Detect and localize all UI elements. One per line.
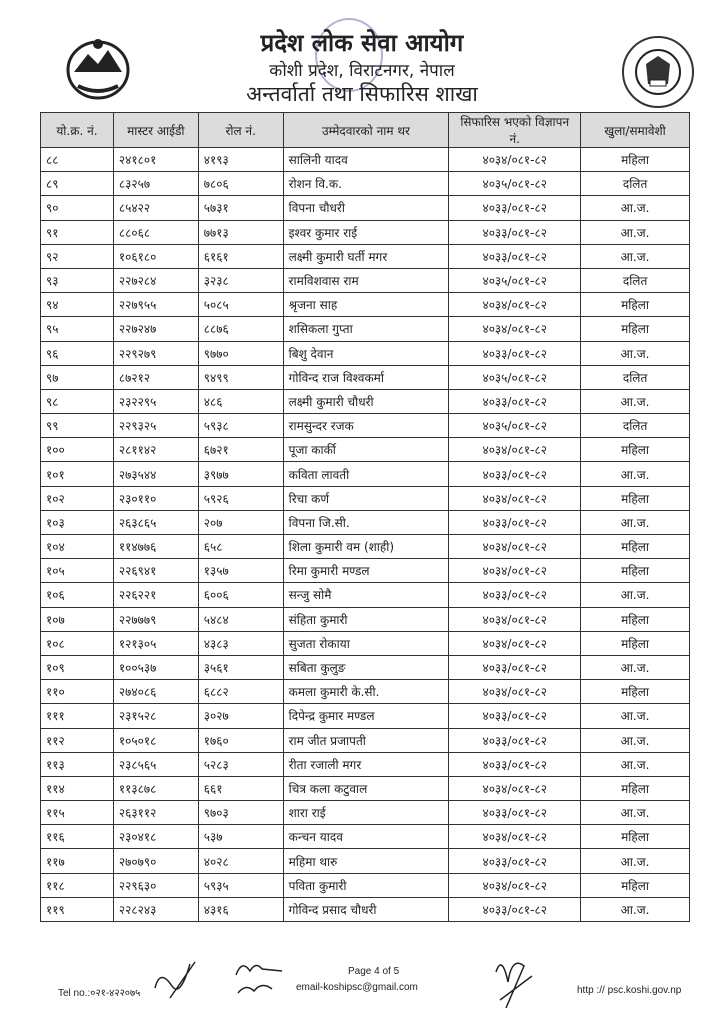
advertisement-no-cell: ४०३३/०८१-८२ xyxy=(449,196,581,220)
candidate-name-cell: दिपेन्द्र कुमार मण्डल xyxy=(283,704,449,728)
category-cell: दलित xyxy=(581,414,690,438)
table-row xyxy=(41,535,690,559)
advertisement-no-cell: ४०३३/०८१-८२ xyxy=(449,728,581,752)
advertisement-no-cell: ४०३४/०८१-८२ xyxy=(449,293,581,317)
serial-cell: १०० xyxy=(41,438,114,462)
table-header-row xyxy=(41,113,690,148)
roll-no-cell: ४८६ xyxy=(198,389,283,413)
master-id-cell: २४१८०१ xyxy=(113,148,198,172)
nepal-emblem-logo xyxy=(60,30,136,106)
page-number: Page 4 of 5 xyxy=(348,966,400,977)
serial-cell: १०४ xyxy=(41,535,114,559)
master-id-cell: २८११४२ xyxy=(113,438,198,462)
serial-cell: ११४ xyxy=(41,776,114,800)
advertisement-no-cell: ४०३३/०८१-८२ xyxy=(449,389,581,413)
serial-cell: ९९ xyxy=(41,414,114,438)
roll-no-cell: ४०२८ xyxy=(198,849,283,873)
serial-cell: ९७ xyxy=(41,365,114,389)
roll-no-cell: ७७१३ xyxy=(198,220,283,244)
candidate-name-cell: सबिता कुलुङ xyxy=(283,655,449,679)
advertisement-no-cell: ४०३३/०८१-८२ xyxy=(449,220,581,244)
category-cell: महिला xyxy=(581,873,690,897)
table-row xyxy=(41,728,690,752)
table-row xyxy=(41,631,690,655)
category-cell: आ.ज. xyxy=(581,655,690,679)
master-id-cell: २२९३२५ xyxy=(113,414,198,438)
candidate-name-cell: कविता लावती xyxy=(283,462,449,486)
category-cell: महिला xyxy=(581,486,690,510)
master-id-cell: २३८५६५ xyxy=(113,752,198,776)
master-id-cell: २२९६३० xyxy=(113,873,198,897)
serial-cell: ९८ xyxy=(41,389,114,413)
category-cell: महिला xyxy=(581,680,690,704)
advertisement-no-cell: ४०३४/०८१-८२ xyxy=(449,438,581,462)
serial-cell: १०२ xyxy=(41,486,114,510)
advertisement-no-cell: ४०३४/०८१-८२ xyxy=(449,631,581,655)
candidate-name-cell: लक्ष्मी कुमारी चौधरी xyxy=(283,389,449,413)
advertisement-no-cell: ४०३३/०८१-८२ xyxy=(449,849,581,873)
serial-cell: ११० xyxy=(41,680,114,704)
serial-cell: ९६ xyxy=(41,341,114,365)
candidate-name-cell: शिला कुमारी वम (शाही) xyxy=(283,535,449,559)
candidate-name-cell: राम जीत प्रजापती xyxy=(283,728,449,752)
category-cell: महिला xyxy=(581,317,690,341)
master-id-cell: २३०११० xyxy=(113,486,198,510)
category-cell: आ.ज. xyxy=(581,752,690,776)
signature-1 xyxy=(150,958,200,1002)
roll-no-cell: ३९७७ xyxy=(198,462,283,486)
advertisement-no-cell: ४०३५/०८१-८२ xyxy=(449,414,581,438)
column-header-candidate-name: उम्मेदवारको नाम थर xyxy=(283,113,449,148)
master-id-cell: २२८२४३ xyxy=(113,897,198,921)
roll-no-cell: ५०८५ xyxy=(198,293,283,317)
category-cell: महिला xyxy=(581,631,690,655)
roll-no-cell: १७६० xyxy=(198,728,283,752)
category-cell: महिला xyxy=(581,535,690,559)
table-row xyxy=(41,776,690,800)
advertisement-no-cell: ४०३३/०८१-८२ xyxy=(449,244,581,268)
serial-cell: ८९ xyxy=(41,172,114,196)
table-row xyxy=(41,414,690,438)
roll-no-cell: ५९३५ xyxy=(198,873,283,897)
serial-cell: १०९ xyxy=(41,655,114,679)
advertisement-no-cell: ४०३४/०८१-८२ xyxy=(449,535,581,559)
category-cell: महिला xyxy=(581,438,690,462)
category-cell: आ.ज. xyxy=(581,341,690,365)
candidate-name-cell: कमला कुमारी के.सी. xyxy=(283,680,449,704)
advertisement-no-cell: ४०३३/०८१-८२ xyxy=(449,897,581,921)
table-row xyxy=(41,873,690,897)
table-row xyxy=(41,462,690,486)
candidate-name-cell: विपना जि.सी. xyxy=(283,510,449,534)
table-row xyxy=(41,655,690,679)
table-row xyxy=(41,220,690,244)
candidate-name-cell: कन्चन यादव xyxy=(283,825,449,849)
serial-cell: ९१ xyxy=(41,220,114,244)
roll-no-cell: ६००६ xyxy=(198,583,283,607)
serial-cell: ९३ xyxy=(41,268,114,292)
master-id-cell: ८३२५७ xyxy=(113,172,198,196)
table-row xyxy=(41,825,690,849)
candidate-name-cell: पविता कुमारी xyxy=(283,873,449,897)
roll-no-cell: ५३७ xyxy=(198,825,283,849)
roll-no-cell: ४१९३ xyxy=(198,148,283,172)
advertisement-no-cell: ४०३४/०८१-८२ xyxy=(449,873,581,897)
advertisement-no-cell: ४०३४/०८१-८२ xyxy=(449,680,581,704)
candidate-name-cell: रिमा कुमारी मण्डल xyxy=(283,559,449,583)
roll-no-cell: ५७३१ xyxy=(198,196,283,220)
roll-no-cell: ७८०६ xyxy=(198,172,283,196)
serial-cell: ११८ xyxy=(41,873,114,897)
category-cell: आ.ज. xyxy=(581,849,690,873)
master-id-cell: ८५४२२ xyxy=(113,196,198,220)
master-id-cell: ८७२१२ xyxy=(113,365,198,389)
column-header-category: खुला/समावेशी xyxy=(581,113,690,148)
serial-cell: ९४ xyxy=(41,293,114,317)
roll-no-cell: ८८७६ xyxy=(198,317,283,341)
master-id-cell: २२६९४१ xyxy=(113,559,198,583)
master-id-cell: २२७२४७ xyxy=(113,317,198,341)
category-cell: आ.ज. xyxy=(581,583,690,607)
serial-cell: ८८ xyxy=(41,148,114,172)
candidate-name-cell: शारा राई xyxy=(283,801,449,825)
master-id-cell: २७०७९० xyxy=(113,849,198,873)
column-header-advertisement-no: सिफारिस भएको विज्ञापन नं. xyxy=(449,113,581,148)
serial-cell: ११३ xyxy=(41,752,114,776)
table-row xyxy=(41,704,690,728)
master-id-cell: २३२२९५ xyxy=(113,389,198,413)
roll-no-cell: ६६१ xyxy=(198,776,283,800)
serial-cell: १०८ xyxy=(41,631,114,655)
candidate-name-cell: महिमा थारु xyxy=(283,849,449,873)
candidate-name-cell: रोशन वि.क. xyxy=(283,172,449,196)
roll-no-cell: ३०२७ xyxy=(198,704,283,728)
serial-cell: ९५ xyxy=(41,317,114,341)
advertisement-no-cell: ४०३३/०८१-८२ xyxy=(449,655,581,679)
serial-cell: १०३ xyxy=(41,510,114,534)
email-address[interactable]: email-koshipsc@gmail.com xyxy=(296,982,418,993)
column-header-master-id: मास्टर आईडी xyxy=(113,113,198,148)
roll-no-cell: ३५६१ xyxy=(198,655,283,679)
table-row xyxy=(41,148,690,172)
table-row xyxy=(41,510,690,534)
category-cell: महिला xyxy=(581,559,690,583)
recommendation-table xyxy=(40,112,690,922)
telephone-number: Tel no.:०२१-४२२०७५ xyxy=(58,988,141,999)
master-id-cell: २७३५४४ xyxy=(113,462,198,486)
master-id-cell: १००५३७ xyxy=(113,655,198,679)
advertisement-no-cell: ४०३४/०८१-८२ xyxy=(449,148,581,172)
category-cell: आ.ज. xyxy=(581,462,690,486)
roll-no-cell: ४३८३ xyxy=(198,631,283,655)
column-header-roll-no: रोल नं. xyxy=(198,113,283,148)
category-cell: महिला xyxy=(581,776,690,800)
table-row xyxy=(41,559,690,583)
candidate-name-cell: शसिकला गुप्ता xyxy=(283,317,449,341)
candidate-name-cell: गोविन्द राज विश्वकर्मा xyxy=(283,365,449,389)
table-row xyxy=(41,365,690,389)
master-id-cell: १२१३०५ xyxy=(113,631,198,655)
candidate-name-cell: सालिनी यादव xyxy=(283,148,449,172)
serial-cell: ११७ xyxy=(41,849,114,873)
candidate-name-cell: रीता रजाली मगर xyxy=(283,752,449,776)
signature-3 xyxy=(488,952,538,1012)
advertisement-no-cell: ४०३५/०८१-८२ xyxy=(449,172,581,196)
table-row xyxy=(41,607,690,631)
table-row xyxy=(41,172,690,196)
category-cell: दलित xyxy=(581,172,690,196)
roll-no-cell: ६५८ xyxy=(198,535,283,559)
page-subtitle: कोशी प्रदेश, विराटनगर, नेपाल xyxy=(269,61,455,81)
table-row xyxy=(41,341,690,365)
master-id-cell: २३०४१८ xyxy=(113,825,198,849)
table-row xyxy=(41,389,690,413)
table-row xyxy=(41,196,690,220)
advertisement-no-cell: ४०३४/०८१-८२ xyxy=(449,486,581,510)
table-row xyxy=(41,486,690,510)
category-cell: दलित xyxy=(581,365,690,389)
advertisement-no-cell: ४०३३/०८१-८२ xyxy=(449,704,581,728)
table-row xyxy=(41,849,690,873)
table-row xyxy=(41,268,690,292)
serial-cell: ११६ xyxy=(41,825,114,849)
advertisement-no-cell: ४०३५/०८१-८२ xyxy=(449,365,581,389)
master-id-cell: ११४७७६ xyxy=(113,535,198,559)
category-cell: महिला xyxy=(581,148,690,172)
category-cell: महिला xyxy=(581,825,690,849)
serial-cell: १०१ xyxy=(41,462,114,486)
master-id-cell: ११३८७८ xyxy=(113,776,198,800)
serial-cell: ११२ xyxy=(41,728,114,752)
category-cell: आ.ज. xyxy=(581,704,690,728)
serial-cell: ११५ xyxy=(41,801,114,825)
table-row xyxy=(41,897,690,921)
serial-cell: १०६ xyxy=(41,583,114,607)
advertisement-no-cell: ४०३३/०८१-८२ xyxy=(449,583,581,607)
roll-no-cell: ५२८३ xyxy=(198,752,283,776)
roll-no-cell: ६८८२ xyxy=(198,680,283,704)
category-cell: आ.ज. xyxy=(581,510,690,534)
roll-no-cell: ६१६१ xyxy=(198,244,283,268)
category-cell: महिला xyxy=(581,607,690,631)
candidate-name-cell: लक्ष्मी कुमारी घर्ती मगर xyxy=(283,244,449,268)
advertisement-no-cell: ४०३३/०८१-८२ xyxy=(449,462,581,486)
table-row xyxy=(41,438,690,462)
category-cell: आ.ज. xyxy=(581,220,690,244)
advertisement-no-cell: ४०३३/०८१-८२ xyxy=(449,341,581,365)
candidate-name-cell: रिचा कर्ण xyxy=(283,486,449,510)
candidate-name-cell: गोविन्द प्रसाद चौधरी xyxy=(283,897,449,921)
candidate-name-cell: संहिता कुमारी xyxy=(283,607,449,631)
category-cell: दलित xyxy=(581,268,690,292)
website-link[interactable]: http :// psc.koshi.gov.np xyxy=(577,985,682,996)
serial-cell: १०५ xyxy=(41,559,114,583)
roll-no-cell: ३२३८ xyxy=(198,268,283,292)
master-id-cell: २२७९५५ xyxy=(113,293,198,317)
table-row xyxy=(41,244,690,268)
branch-name: अन्तर्वार्ता तथा सिफारिस शाखा xyxy=(246,82,478,106)
master-id-cell: २७४०८६ xyxy=(113,680,198,704)
table-row xyxy=(41,801,690,825)
serial-cell: १११ xyxy=(41,704,114,728)
master-id-cell: २२७७७९ xyxy=(113,607,198,631)
category-cell: आ.ज. xyxy=(581,196,690,220)
table-row xyxy=(41,752,690,776)
roll-no-cell: ५९२६ xyxy=(198,486,283,510)
table-row xyxy=(41,583,690,607)
master-id-cell: १०५०१८ xyxy=(113,728,198,752)
candidate-name-cell: बिशु देवान xyxy=(283,341,449,365)
category-cell: आ.ज. xyxy=(581,897,690,921)
candidate-name-cell: सुजता रोकाया xyxy=(283,631,449,655)
category-cell: आ.ज. xyxy=(581,728,690,752)
master-id-cell: २२७२८४ xyxy=(113,268,198,292)
master-id-cell: २६३११२ xyxy=(113,801,198,825)
master-id-cell: २३१५२८ xyxy=(113,704,198,728)
master-id-cell: २२६२२१ xyxy=(113,583,198,607)
roll-no-cell: ४३१६ xyxy=(198,897,283,921)
category-cell: महिला xyxy=(581,293,690,317)
roll-no-cell: ५४८४ xyxy=(198,607,283,631)
serial-cell: ११९ xyxy=(41,897,114,921)
master-id-cell: ८८०६८ xyxy=(113,220,198,244)
candidate-name-cell: इश्वर कुमार राई xyxy=(283,220,449,244)
roll-no-cell: २०७ xyxy=(198,510,283,534)
master-id-cell: २६३८६५ xyxy=(113,510,198,534)
advertisement-no-cell: ४०३५/०८१-८२ xyxy=(449,268,581,292)
category-cell: आ.ज. xyxy=(581,389,690,413)
advertisement-no-cell: ४०३४/०८१-८२ xyxy=(449,559,581,583)
advertisement-no-cell: ४०३४/०८१-८२ xyxy=(449,607,581,631)
roll-no-cell: ९४९९ xyxy=(198,365,283,389)
candidate-name-cell: रामसुन्दर रजक xyxy=(283,414,449,438)
advertisement-no-cell: ४०३३/०८१-८२ xyxy=(449,510,581,534)
candidate-name-cell: रामविशवास राम xyxy=(283,268,449,292)
category-cell: आ.ज. xyxy=(581,244,690,268)
category-cell: आ.ज. xyxy=(581,801,690,825)
roll-no-cell: ९७७० xyxy=(198,341,283,365)
candidate-name-cell: सन्जु सोमै xyxy=(283,583,449,607)
master-id-cell: १०६१८० xyxy=(113,244,198,268)
master-id-cell: २२९२७९ xyxy=(113,341,198,365)
candidate-name-cell: चित्र कला कटुवाल xyxy=(283,776,449,800)
table-row xyxy=(41,680,690,704)
table-row xyxy=(41,317,690,341)
advertisement-no-cell: ४०३३/०८१-८२ xyxy=(449,752,581,776)
advertisement-no-cell: ४०३४/०८१-८२ xyxy=(449,317,581,341)
page-title: प्रदेश लोक सेवा आयोग xyxy=(260,29,464,57)
column-header-serial: यो.क्र. नं. xyxy=(41,113,114,148)
serial-cell: ९० xyxy=(41,196,114,220)
advertisement-no-cell: ४०३४/०८१-८२ xyxy=(449,776,581,800)
signature-2 xyxy=(232,955,288,1003)
roll-no-cell: ५९३८ xyxy=(198,414,283,438)
table-row xyxy=(41,293,690,317)
advertisement-no-cell: ४०३४/०८१-८२ xyxy=(449,825,581,849)
roll-no-cell: ९७०३ xyxy=(198,801,283,825)
roll-no-cell: १३५७ xyxy=(198,559,283,583)
serial-cell: ९२ xyxy=(41,244,114,268)
candidate-name-cell: श्रृजना साह xyxy=(283,293,449,317)
advertisement-no-cell: ४०३३/०८१-८२ xyxy=(449,801,581,825)
serial-cell: १०७ xyxy=(41,607,114,631)
roll-no-cell: ६७२१ xyxy=(198,438,283,462)
candidate-name-cell: विपना चौधरी xyxy=(283,196,449,220)
candidate-name-cell: पूजा कार्की xyxy=(283,438,449,462)
commission-seal-logo xyxy=(622,36,694,108)
